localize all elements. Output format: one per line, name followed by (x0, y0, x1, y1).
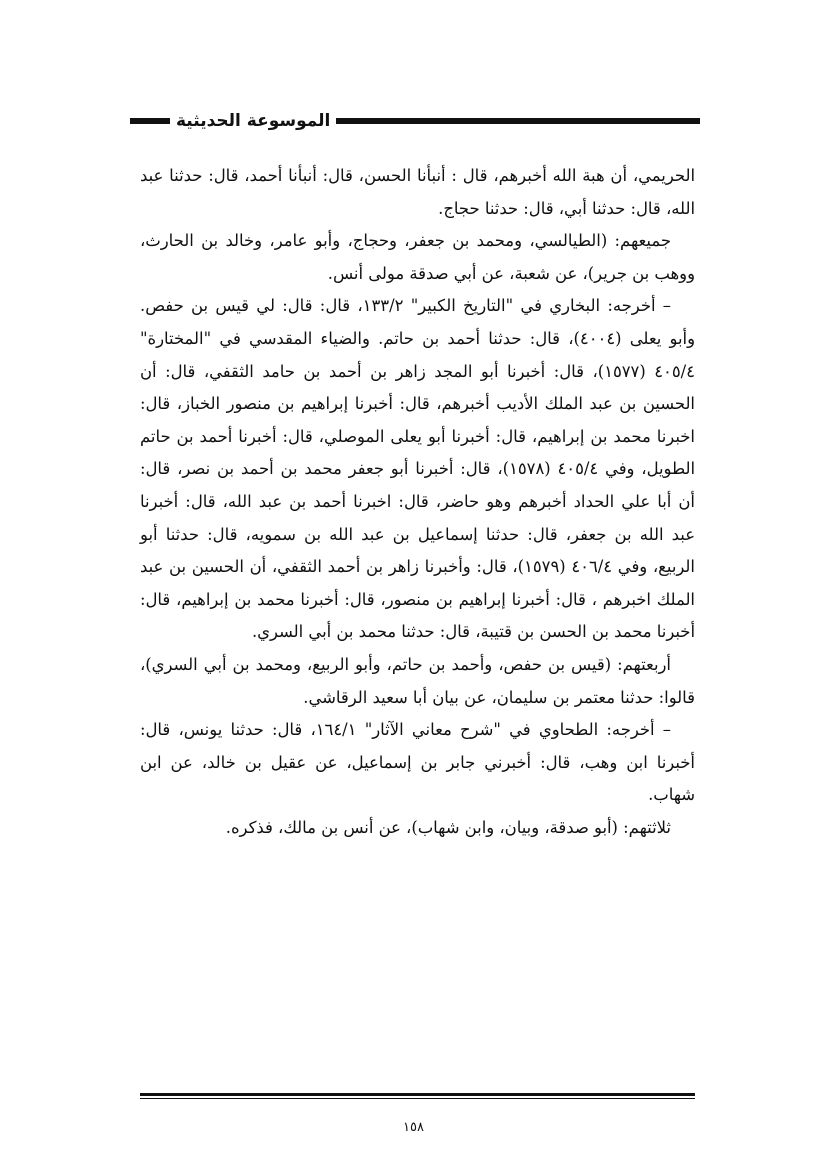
paragraph: الحريمي، أن هبة الله أخبرهم، قال : أنبأنا الحسن، قال: أنبأنا أحمد، قال: حدثنا عبد الله، قال: حدثنا أبي، قال: حدثنا حجاج. (140, 166, 695, 218)
page-number: ١٥٨ (403, 1120, 424, 1135)
paragraph: ثلاثتهم: (أبو صدقة، وبيان، وابن شهاب)، عن أنس بن مالك، فذكره. (225, 817, 671, 837)
footer-rule-thin (140, 1098, 695, 1099)
footer-rule-thick (140, 1093, 695, 1096)
footer-rule (140, 1093, 695, 1099)
running-header-title: الموسوعة الحديثية (176, 111, 331, 131)
main-text (140, 160, 695, 844)
header-rule-left (130, 118, 170, 124)
running-header (130, 106, 700, 136)
paragraph: جميعهم: (الطيالسي، ومحمد بن جعفر، وحجاج، وأبو عامر، وخالد بن الحارث، ووهب بن جرير)، عن شعبة، عن أبي صدقة مولى أنس. (140, 231, 695, 283)
paragraph: – أخرجه: البخاري في "التاريخ الكبير" ١٣٣/٢، قال: قال: لي قيس بن حفص. وأبو يعلى (٤٠٠٤)، قال: حدثنا أحمد بن حاتم. والضياء المقدسي في "المختارة" ٤٠٥/٤ (١٥٧٧)، قال: أخبرنا أبو المجد زاهر بن أحمد بن حامد الثقفي، قال: أن الحسين بن عبد الملك الأديب أخبرهم، قال: أخبرنا إبراهيم بن منصور الخباز، قال: اخبرنا محمد بن إبراهيم، قال: أخبرنا أبو يعلى الموصلي، قال: أخبرنا أحمد بن حاتم الطويل، وفي ٤٠٥/٤ (١٥٧٨)، قال: أخبرنا أبو جعفر محمد بن أحمد بن نصر، قال: أن أبا علي الحداد أخبرهم وهو حاضر، قال: اخبرنا أحمد بن عبد الله، قال: أخبرنا عبد الله بن جعفر، قال: حدثنا إسماعيل بن عبد الله بن سمويه، قال: حدثنا أبو الربيع، وفي ٤٠٦/٤ (١٥٧٩)، قال: وأخبرنا زاهر بن أحمد الثقفي، أن الحسين بن عبد الملك اخبرهم ، قال: أخبرنا إبراهيم بن منصور، قال: أخبرنا محمد بن إبراهيم، قال: أخبرنا محمد بن الحسن بن قتيبة، قال: حدثنا محمد بن أبي السري. (140, 296, 696, 642)
paragraph: أربعتهم: (قيس بن حفص، وأحمد بن حاتم، وأبو الربيع، ومحمد بن أبي السري)، قالوا: حدثنا معتمر بن سليمان، عن بيان أبا سعيد الرقاشي. (140, 654, 695, 707)
paragraph: – أخرجه: الطحاوي في "شرح معاني الآثار" ١٦٤/١، قال: حدثنا يونس، قال: أخبرنا ابن وهب، قال: أخبرني جابر بن إسماعيل، عن عقيل بن خالد، عن ابن شهاب. (140, 720, 695, 805)
header-rule-right (336, 118, 700, 124)
